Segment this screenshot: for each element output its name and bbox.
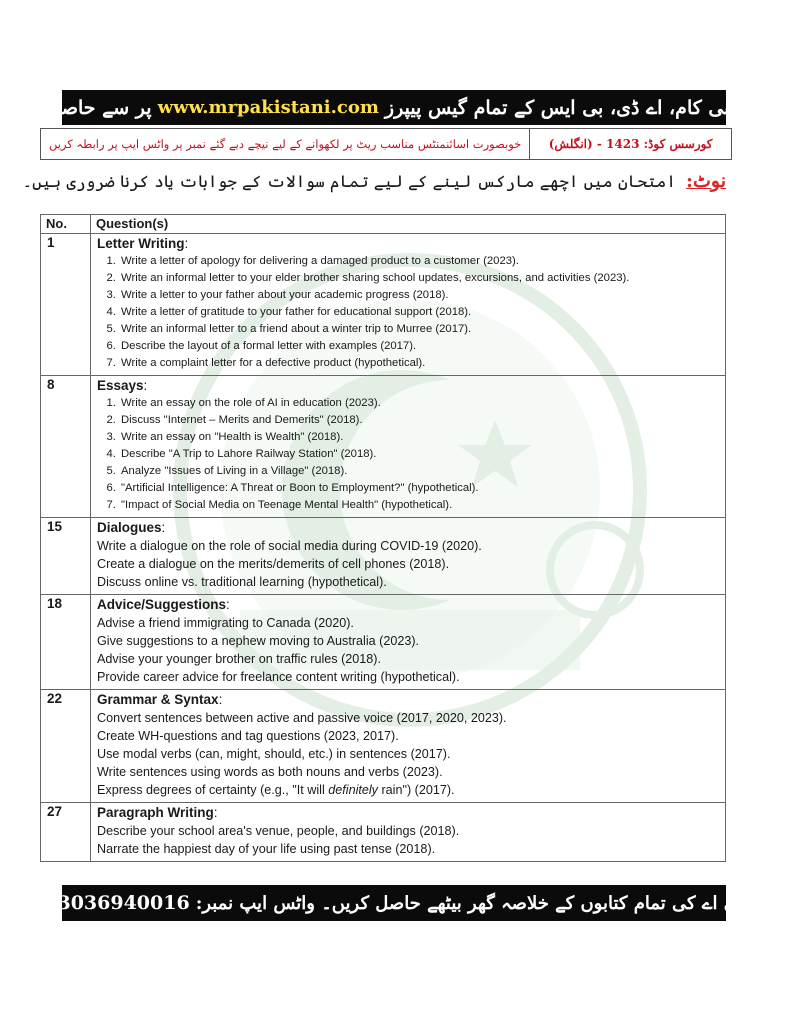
section-content bbox=[91, 690, 726, 803]
section-content bbox=[91, 234, 726, 376]
section-content bbox=[91, 595, 726, 690]
list-item: 6. "Artificial Intelligence: A Threat or Boon to Employment?" (hypothetical). bbox=[119, 480, 719, 497]
question-line: Provide career advice for freelance content writing (hypothetical). bbox=[97, 670, 460, 684]
list-item: 2. Write an informal letter to your elder brother sharing school updates, excursions, and activities (2023). bbox=[119, 270, 719, 287]
question-line: Narrate the happiest day of your life using past tense (2018). bbox=[97, 842, 436, 856]
section-content bbox=[91, 376, 726, 518]
list-item: 1. Write a letter of apology for delivering a damaged product to a customer (2023). bbox=[119, 253, 719, 270]
section-content bbox=[91, 803, 726, 862]
section-number: 8 bbox=[41, 376, 91, 518]
question-line: Convert sentences between active and passive voice (2017, 2020, 2023). bbox=[97, 711, 507, 725]
question-line: Advise a friend immigrating to Canada (2020). bbox=[97, 616, 354, 630]
banner-urdu-left: پر سے حاصل کریں bbox=[1, 96, 152, 119]
info-row bbox=[40, 128, 732, 160]
question-line: Discuss online vs. traditional learning (hypothetical). bbox=[97, 575, 387, 589]
header-question: Question(s) bbox=[91, 215, 726, 234]
question-line: Describe your school area's venue, people, and buildings (2018). bbox=[97, 824, 460, 838]
list-item: 5. Analyze "Issues of Living in a Village" (2018). bbox=[119, 463, 719, 480]
question-line: Write sentences using words as both nouns and verbs (2023). bbox=[97, 765, 443, 779]
section-title: Essays: bbox=[97, 378, 148, 393]
section-title: Paragraph Writing: bbox=[97, 805, 218, 820]
exam-note bbox=[22, 164, 726, 198]
question-line: Create WH-questions and tag questions (2023, 2017). bbox=[97, 729, 399, 743]
question-line: Express degrees of certainty (e.g., "It will definitely rain") (2017). bbox=[97, 783, 455, 797]
whatsapp-number[interactable]: 03036940016 bbox=[44, 892, 190, 914]
list-item: 5. Write an informal letter to a friend about a winter trip to Murree (2017). bbox=[119, 321, 719, 338]
list-item: 3. Write an essay on "Health is Wealth" (2018). bbox=[119, 429, 719, 446]
section-content bbox=[91, 518, 726, 595]
section-number: 1 bbox=[41, 234, 91, 376]
section-title: Grammar & Syntax: bbox=[97, 692, 223, 707]
table-row bbox=[41, 376, 726, 518]
section-number: 15 bbox=[41, 518, 91, 595]
section-number: 22 bbox=[41, 690, 91, 803]
question-line: Give suggestions to a nephew moving to Australia (2023). bbox=[97, 634, 420, 648]
banner-site-link[interactable]: www.mrpakistani.com bbox=[157, 97, 379, 118]
question-list bbox=[97, 395, 719, 514]
question-line: Create a dialogue on the merits/demerits of cell phones (2018). bbox=[97, 557, 450, 571]
course-code: کورسس کوڈ: 1423 - (انگلش) bbox=[548, 137, 713, 151]
section-title: Dialogues: bbox=[97, 520, 166, 535]
list-item: 4. Write a letter of gratitude to your father for educational support (2018). bbox=[119, 304, 719, 321]
banner-urdu-right: بی اے، بی کام، اے ڈی، بی ایس کے تمام گیس پیپرز bbox=[384, 96, 786, 119]
list-item: 3. Write a letter to your father about your academic progress (2018). bbox=[119, 287, 719, 304]
question-list bbox=[97, 253, 719, 372]
table-row bbox=[41, 690, 726, 803]
bottom-banner bbox=[44, 885, 744, 921]
list-item: 2. Discuss "Internet – Merits and Demerits" (2018). bbox=[119, 412, 719, 429]
question-line: Advise your younger brother on traffic rules (2018). bbox=[97, 652, 381, 666]
header-no: No. bbox=[41, 215, 91, 234]
table-header-row bbox=[41, 215, 726, 234]
list-item: 4. Describe "A Trip to Lahore Railway Station" (2018). bbox=[119, 446, 719, 463]
list-item: 6. Describe the layout of a formal letter with examples (2017). bbox=[119, 338, 719, 355]
question-line: Use modal verbs (can, might, should, etc.) in sentences (2017). bbox=[97, 747, 451, 761]
table-row bbox=[41, 518, 726, 595]
questions-table bbox=[40, 214, 726, 862]
table-row bbox=[41, 234, 726, 376]
list-item: 7. "Impact of Social Media on Teenage Mental Health" (hypothetical). bbox=[119, 497, 719, 514]
section-title: Advice/Suggestions: bbox=[97, 597, 230, 612]
note-label: نوٹ: bbox=[685, 170, 726, 192]
question-line: Write a dialogue on the role of social media during COVID-19 (2020). bbox=[97, 539, 482, 553]
table-row bbox=[41, 595, 726, 690]
table-row bbox=[41, 803, 726, 862]
footer-urdu: بی اے کی تمام کتابوں کے خلاصہ گھر بیٹھے حاصل کریں۔ واٹس ایپ نمبر: bbox=[195, 892, 744, 914]
list-item: 1. Write an essay on the role of AI in education (2023). bbox=[119, 395, 719, 412]
note-text: امتحان میں اچھے مارکس لینے کے لیے تمام سوالات کے جوابات یاد کرنا ضروری ہیں۔ bbox=[22, 171, 676, 191]
list-item: 7. Write a complaint letter for a defective product (hypothetical). bbox=[119, 355, 719, 372]
assignment-note: خوبصورت اسائنمنٹس مناسب ریٹ پر لکھوانے کے لیے نیچے دیے گئے نمبر پر واٹس ایپ پر رابطہ کریں bbox=[41, 129, 530, 159]
section-title: Letter Writing: bbox=[97, 236, 189, 251]
section-number: 18 bbox=[41, 595, 91, 690]
section-number: 27 bbox=[41, 803, 91, 862]
top-banner bbox=[1, 90, 786, 125]
